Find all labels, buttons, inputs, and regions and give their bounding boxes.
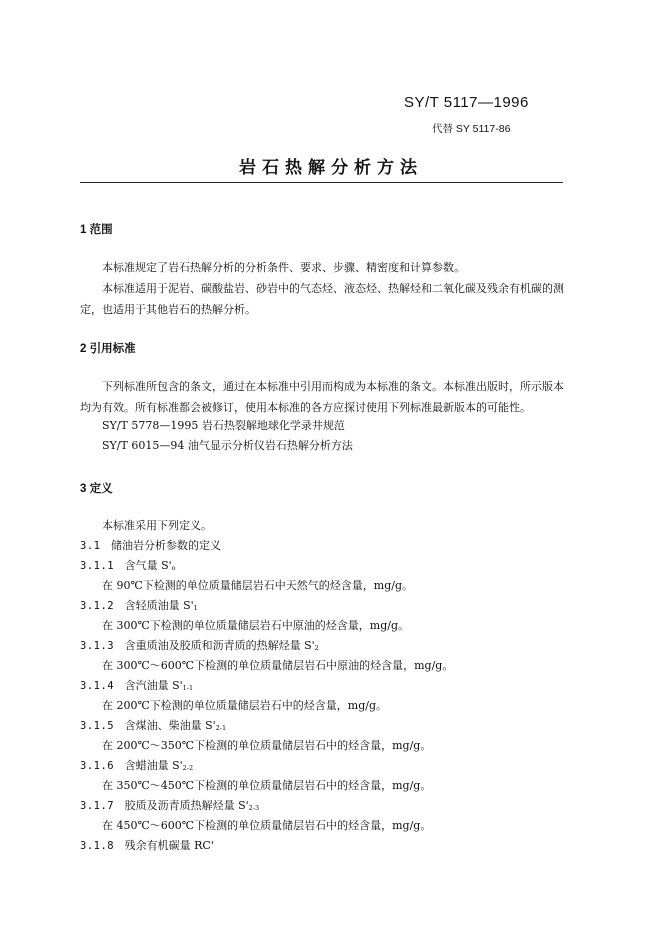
definition-subscript: 2	[314, 644, 319, 652]
definition-name: 含汽油量 S'	[124, 679, 183, 692]
definition-number: 3.1.5	[80, 720, 115, 732]
section-1-paragraph: 本标准规定了岩石热解分析的分析条件、要求、步骤、精密度和计算参数。	[102, 261, 465, 274]
definition-name: 含气量 S'	[124, 559, 172, 572]
definition-term	[80, 756, 453, 776]
section-2-paragraph: 下列标准所包含的条文，通过在本标准中引用而构成为本标准的条文。本标准出版时，所示版本均为有效。所有标准都会被修订，使用本标准的各方应探讨使用下列标准最新版本的可能性。	[80, 380, 564, 414]
definition-number: 3.1.4	[80, 680, 115, 692]
definition-subscript: 1	[193, 604, 198, 612]
definition-term	[80, 636, 453, 656]
document-title: 岩石热解分析方法	[239, 158, 423, 178]
definition-number: 3.1.6	[80, 760, 115, 772]
definition-number: 3.1.1	[80, 560, 115, 572]
definition-subscript: 1-1	[182, 684, 194, 692]
definitions-intro: 本标准采用下列定义。	[102, 519, 212, 532]
section-3-heading: 3 定义	[80, 483, 113, 495]
definition-description: 在 200℃～350℃下检测的单位质量储层岩石中的烃含量，mg/g。	[102, 739, 432, 752]
reference-list	[80, 416, 353, 456]
definition-name: 残余有机碳量 RC'	[124, 839, 214, 852]
definition-term	[80, 716, 453, 736]
section-1-body	[80, 257, 564, 320]
definition-description: 在 300℃下检测的单位质量储层岩石中原油的烃含量，mg/g。	[102, 619, 410, 632]
definition-term	[80, 676, 453, 696]
subsection-number: 3.1	[80, 540, 101, 552]
definition-number: 3.1.3	[80, 640, 115, 652]
definition-number: 3.1.2	[80, 600, 115, 612]
definition-name: 胶质及沥青质热解烃量 S'	[124, 799, 249, 812]
definition-description: 在 350℃～450℃下检测的单位质量储层岩石中的烃含量，mg/g。	[102, 779, 432, 792]
subsection-heading	[80, 536, 453, 556]
definition-subscript: o	[171, 564, 176, 572]
definition-term	[80, 796, 453, 816]
definition-subscript: 2-2	[182, 764, 194, 772]
definition-name: 含蜡油量 S'	[124, 759, 183, 772]
definition-name: 含轻质油量 S'	[124, 599, 194, 612]
definitions-list	[80, 516, 453, 856]
definition-name: 含煤油、柴油量 S'	[124, 719, 216, 732]
section-1-paragraph: 本标准适用于泥岩、碳酸盐岩、砂岩中的气态烃、液态烃、热解烃和二氧化碳及残余有机碳的测定，也适用于其他岩石的热解分析。	[80, 282, 564, 316]
standard-number: SY/T 5117—1996	[404, 94, 529, 111]
section-2-heading: 2 引用标准	[80, 343, 136, 355]
definition-term	[80, 836, 453, 856]
reference-item: SY/T 5778—1995 岩石热裂解地球化学录井规范	[102, 419, 345, 432]
title-rule	[80, 182, 563, 183]
definition-number: 3.1.8	[80, 840, 115, 852]
section-2-body	[80, 376, 564, 418]
definition-description: 在 90℃下检测的单位质量储层岩石中天然气的烃含量，mg/g。	[102, 579, 414, 592]
definition-number: 3.1.7	[80, 800, 115, 812]
definition-name: 含重质油及胶质和沥青质的热解烃量 S'	[124, 639, 315, 652]
subsection-title: 储油岩分析参数的定义	[110, 539, 221, 552]
definition-description: 在 200℃下检测的单位质量储层岩石中的烃含量，mg/g。	[102, 699, 388, 712]
replaces-standard: 代替 SY 5117-86	[432, 123, 511, 135]
definition-description: 在 450℃～600℃下检测的单位质量储层岩石中的烃含量，mg/g。	[102, 819, 432, 832]
definition-description: 在 300℃～600℃下检测的单位质量储层岩石中原油的烃含量，mg/g。	[102, 659, 454, 672]
reference-item: SY/T 6015—94 油气显示分析仪岩石热解分析方法	[102, 439, 353, 452]
definition-subscript: 2-1	[215, 724, 227, 732]
definition-term	[80, 556, 453, 576]
definition-subscript: 2-3	[248, 804, 260, 812]
definition-term	[80, 596, 453, 616]
section-1-heading: 1 范围	[80, 224, 113, 236]
